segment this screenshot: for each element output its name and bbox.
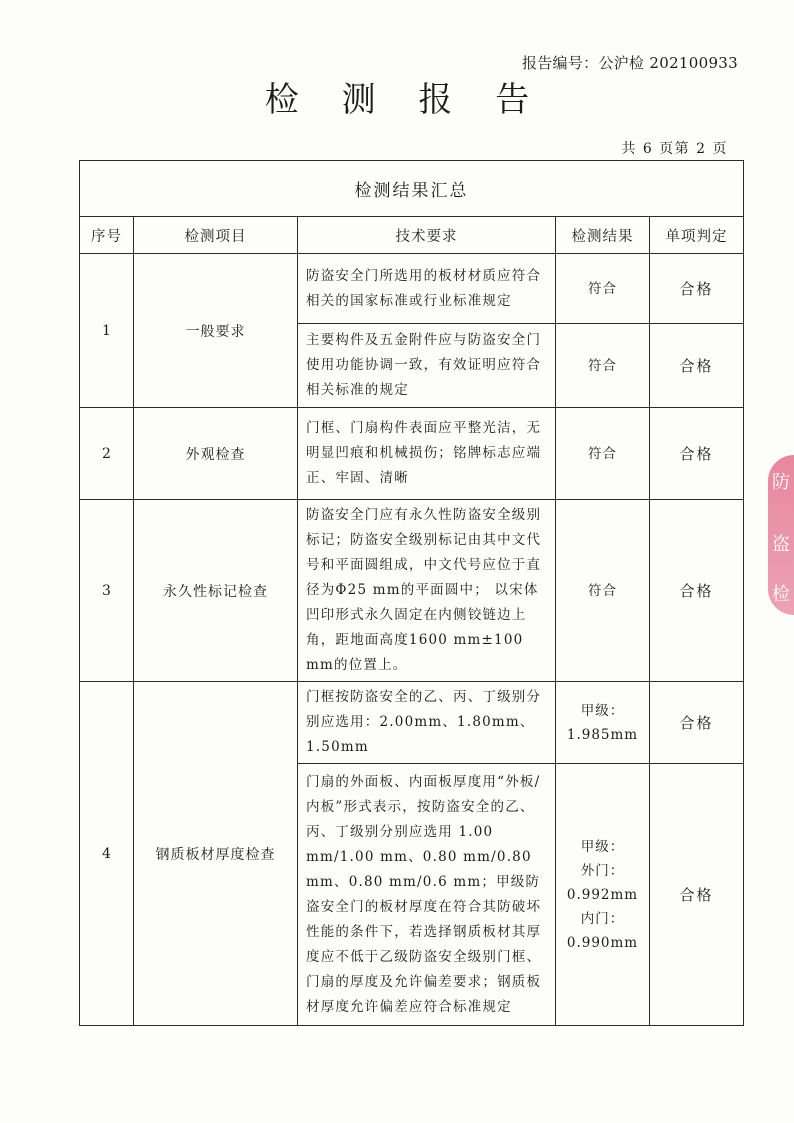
row-seq: 2: [80, 408, 134, 500]
row-judgement: 合格: [650, 408, 744, 500]
table-row: [80, 408, 744, 500]
header-result: 检测结果: [556, 217, 650, 254]
row-judgement: 合格: [650, 682, 744, 764]
row-requirement: 门框、门扇构件表面应平整光洁，无明显凹痕和机械损伤；铭牌标志应端正、牢固、清晰: [298, 408, 556, 500]
row-result: 符合: [556, 500, 650, 682]
header-item: 检测项目: [134, 217, 298, 254]
row-requirement: 防盗安全门所选用的板材材质应符合相关的国家标准或行业标准规定: [298, 254, 556, 324]
results-table-wrapper: [79, 160, 743, 1026]
row-result: 符合: [556, 324, 650, 408]
row-item: 永久性标记检查: [134, 500, 298, 682]
row-requirement: 主要构件及五金附件应与防盗安全门使用功能协调一致，有效证明应符合相关标准的规定: [298, 324, 556, 408]
row-item: 外观检查: [134, 408, 298, 500]
row-result: [556, 764, 650, 1026]
row-judgement: 合格: [650, 324, 744, 408]
header-judge: 单项判定: [650, 217, 744, 254]
stamp-char: 盗: [772, 534, 790, 555]
row-result: 符合: [556, 408, 650, 500]
stamp-char: 防: [772, 472, 790, 493]
row-requirement: 门框按防盗安全的乙、丙、丁级别分别应选用：2.00mm、1.80mm、1.50mm: [298, 682, 556, 764]
results-table: [79, 160, 744, 1026]
page-info: 共 6 页第 2 页: [621, 141, 728, 157]
result-inner-value: 0.990mm: [566, 934, 639, 951]
summary-title: 检测结果汇总: [80, 161, 744, 217]
stamp-char: 检: [772, 584, 790, 605]
row-item: 钢质板材厚度检查: [134, 682, 298, 1026]
row-requirement: 防盗安全门应有永久性防盗安全级别标记；防盗安全级别标记由其中文代号和平面圆组成，中文代号应位于直径为Φ25 mm的平面圆中； 以宋体凹印形式永久固定在内侧铰链边上角，距地面高度1600 mm±100 mm的位置上。: [298, 500, 556, 682]
result-value: 1.985mm: [566, 726, 639, 743]
result-outer-label: 外门：: [580, 862, 625, 879]
header-row: [80, 217, 744, 254]
header-seq: 序号: [80, 217, 134, 254]
row-judgement: 合格: [650, 764, 744, 1026]
row-seq: 4: [80, 682, 134, 1026]
document-title: 检 测 报 告: [264, 80, 546, 120]
row-requirement: 门扇的外面板、内面板厚度用“外板/内板”形式表示，按防盗安全的乙、丙、丁级别分别应选用 1.00 mm/1.00 mm、0.80 mm/0.80 mm、0.80 mm/0.6 mm；甲级防盗安全门的板材厚度在符合其防破坏性能的条件下，若选择钢质板材其厚度应不低于乙级防盗安全级别门框、门扇的厚度及允许偏差要求；钢质板材厚度允许偏差应符合标准规定: [298, 764, 556, 1026]
table-row: [80, 682, 744, 764]
row-seq: 3: [80, 500, 134, 682]
result-inner-label: 内门：: [580, 910, 625, 927]
row-seq: 1: [80, 254, 134, 408]
row-result: [556, 682, 650, 764]
row-item: 一般要求: [134, 254, 298, 408]
row-judgement: 合格: [650, 500, 744, 682]
result-outer-value: 0.992mm: [566, 886, 639, 903]
row-judgement: 合格: [650, 254, 744, 324]
header-req: 技术要求: [298, 217, 556, 254]
report-number: 报告编号：公沪检 202100933: [521, 54, 738, 72]
result-grade: 甲级：: [580, 702, 625, 719]
table-row: [80, 254, 744, 324]
row-result: 符合: [556, 254, 650, 324]
result-grade: 甲级：: [580, 838, 625, 855]
table-row: [80, 500, 744, 682]
